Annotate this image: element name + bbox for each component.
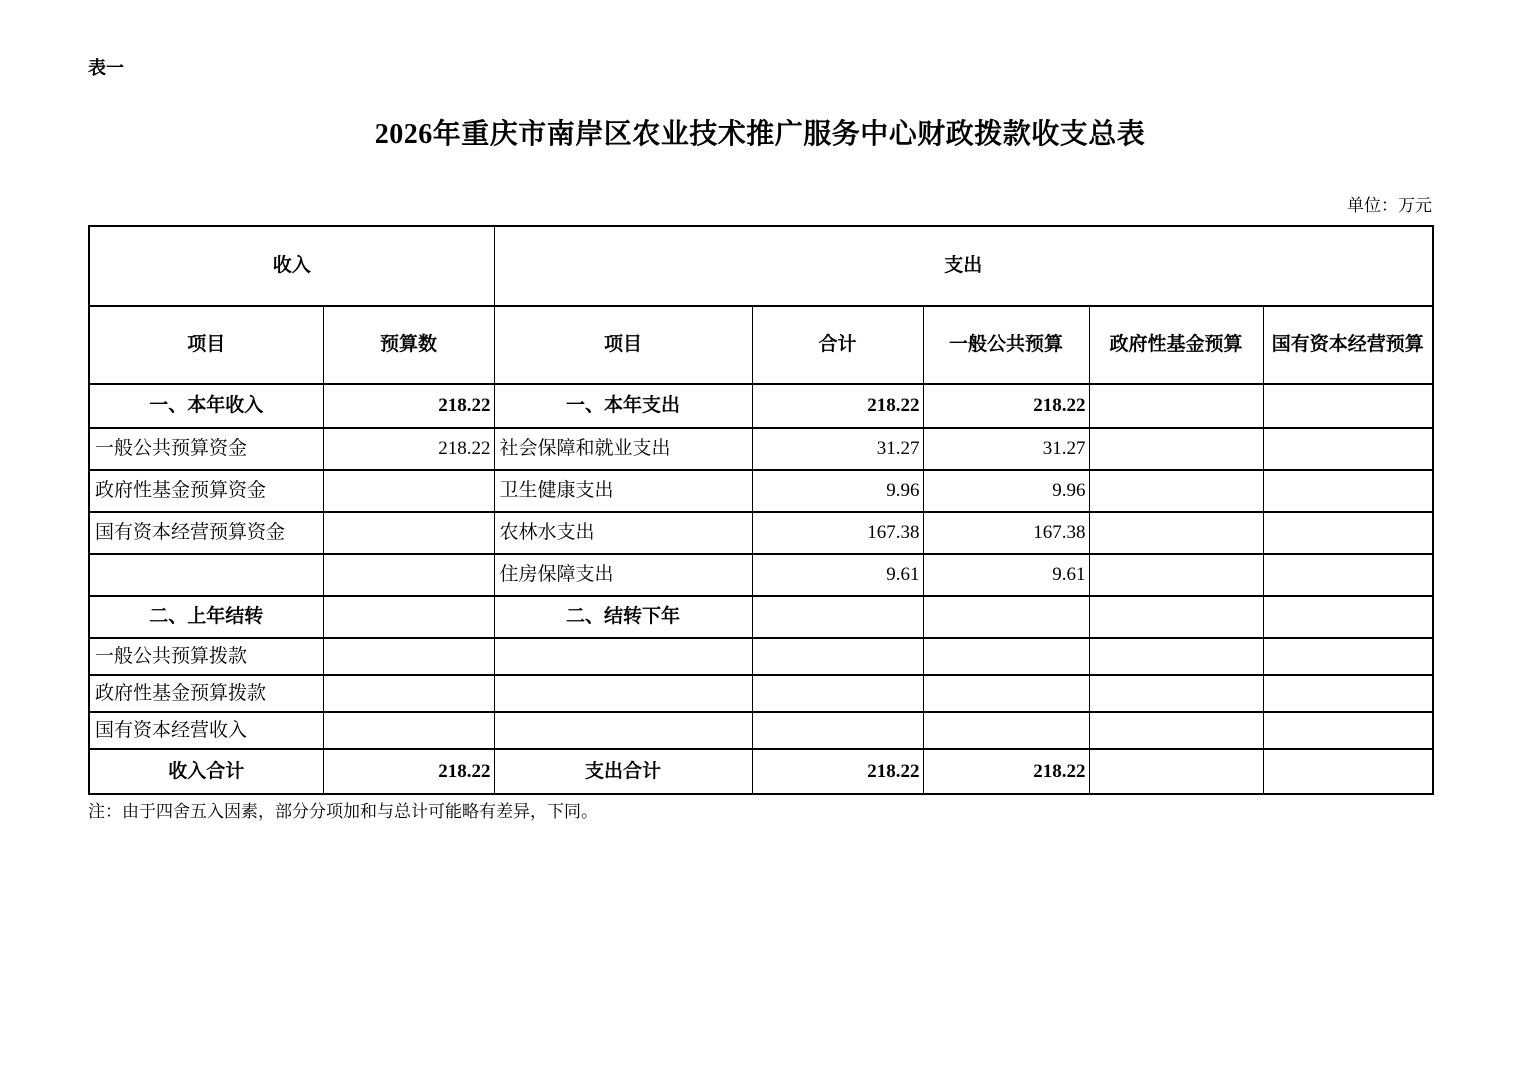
table-row <box>89 675 1433 712</box>
column-header-income-item: 项目 <box>89 306 323 384</box>
gov-fund-budget-cell <box>1089 428 1263 470</box>
income-item-cell: 一般公共预算拨款 <box>89 638 323 675</box>
expenditure-total-label-cell: 支出合计 <box>494 749 752 794</box>
gov-fund-budget-cell <box>1089 638 1263 675</box>
table-row <box>89 638 1433 675</box>
state-capital-budget-cell <box>1263 512 1433 554</box>
column-header-budget-amount: 预算数 <box>323 306 494 384</box>
income-group-header: 收入 <box>89 226 494 306</box>
expenditure-total-cell: 218.22 <box>752 749 923 794</box>
gov-fund-budget-cell <box>1089 675 1263 712</box>
expenditure-item-cell: 农林水支出 <box>494 512 752 554</box>
general-public-budget-cell <box>923 638 1089 675</box>
general-public-budget-cell: 167.38 <box>923 512 1089 554</box>
income-budget-cell <box>323 512 494 554</box>
expenditure-total-cell: 9.61 <box>752 554 923 596</box>
income-item-cell: 国有资本经营预算资金 <box>89 512 323 554</box>
table-label: 表一 <box>88 58 124 78</box>
gov-fund-budget-cell <box>1089 712 1263 749</box>
column-header-gov-fund-budget: 政府性基金预算 <box>1089 306 1263 384</box>
income-item-cell: 一般公共预算资金 <box>89 428 323 470</box>
gov-fund-budget-cell <box>1089 596 1263 638</box>
income-budget-cell <box>323 470 494 512</box>
state-capital-budget-cell <box>1263 675 1433 712</box>
table-group-header-row <box>89 226 1433 306</box>
expenditure-item-cell: 社会保障和就业支出 <box>494 428 752 470</box>
unit-label: 单位：万元 <box>1347 196 1432 215</box>
expenditure-item-cell <box>494 712 752 749</box>
income-item-cell <box>89 554 323 596</box>
expenditure-group-header: 支出 <box>494 226 1433 306</box>
column-header-general-public-budget: 一般公共预算 <box>923 306 1089 384</box>
table-column-header-row <box>89 306 1433 384</box>
expenditure-total-cell <box>752 638 923 675</box>
expenditure-total-cell: 31.27 <box>752 428 923 470</box>
general-public-budget-cell: 218.22 <box>923 749 1089 794</box>
expenditure-item-cell: 一、本年支出 <box>494 384 752 428</box>
state-capital-budget-cell <box>1263 638 1433 675</box>
income-budget-cell <box>323 596 494 638</box>
state-capital-budget-cell <box>1263 712 1433 749</box>
gov-fund-budget-cell <box>1089 749 1263 794</box>
expenditure-item-cell <box>494 638 752 675</box>
table-row-current-year <box>89 384 1433 428</box>
general-public-budget-cell <box>923 675 1089 712</box>
income-budget-cell: 218.22 <box>323 428 494 470</box>
income-budget-cell <box>323 638 494 675</box>
table-row-carryover <box>89 596 1433 638</box>
table-row <box>89 712 1433 749</box>
income-item-cell: 二、上年结转 <box>89 596 323 638</box>
income-total-cell: 218.22 <box>323 749 494 794</box>
state-capital-budget-cell <box>1263 749 1433 794</box>
general-public-budget-cell: 218.22 <box>923 384 1089 428</box>
table-row <box>89 512 1433 554</box>
column-header-state-capital-budget: 国有资本经营预算 <box>1263 306 1433 384</box>
expenditure-total-cell: 218.22 <box>752 384 923 428</box>
table-row <box>89 554 1433 596</box>
income-budget-cell <box>323 712 494 749</box>
expenditure-total-cell <box>752 712 923 749</box>
page-title: 2026年重庆市南岸区农业技术推广服务中心财政拨款收支总表 <box>374 119 1146 150</box>
general-public-budget-cell: 9.96 <box>923 470 1089 512</box>
income-budget-cell <box>323 554 494 596</box>
expenditure-item-cell <box>494 675 752 712</box>
gov-fund-budget-cell <box>1089 554 1263 596</box>
income-item-cell: 一、本年收入 <box>89 384 323 428</box>
column-header-expenditure-item: 项目 <box>494 306 752 384</box>
table-row <box>89 428 1433 470</box>
general-public-budget-cell: 31.27 <box>923 428 1089 470</box>
expenditure-total-cell: 9.96 <box>752 470 923 512</box>
footnote: 注：由于四舍五入因素，部分分项加和与总计可能略有差异，下同。 <box>88 802 598 821</box>
income-budget-cell: 218.22 <box>323 384 494 428</box>
general-public-budget-cell: 9.61 <box>923 554 1089 596</box>
state-capital-budget-cell <box>1263 428 1433 470</box>
income-item-cell: 政府性基金预算拨款 <box>89 675 323 712</box>
general-public-budget-cell <box>923 712 1089 749</box>
gov-fund-budget-cell <box>1089 470 1263 512</box>
table-row-totals <box>89 749 1433 794</box>
table-row <box>89 470 1433 512</box>
state-capital-budget-cell <box>1263 470 1433 512</box>
state-capital-budget-cell <box>1263 384 1433 428</box>
expenditure-item-cell: 二、结转下年 <box>494 596 752 638</box>
column-header-total: 合计 <box>752 306 923 384</box>
gov-fund-budget-cell <box>1089 512 1263 554</box>
income-item-cell: 政府性基金预算资金 <box>89 470 323 512</box>
general-public-budget-cell <box>923 596 1089 638</box>
expenditure-item-cell: 住房保障支出 <box>494 554 752 596</box>
expenditure-item-cell: 卫生健康支出 <box>494 470 752 512</box>
income-item-cell: 国有资本经营收入 <box>89 712 323 749</box>
expenditure-total-cell <box>752 675 923 712</box>
state-capital-budget-cell <box>1263 596 1433 638</box>
income-total-label-cell: 收入合计 <box>89 749 323 794</box>
budget-summary-table <box>88 225 1434 795</box>
income-budget-cell <box>323 675 494 712</box>
state-capital-budget-cell <box>1263 554 1433 596</box>
expenditure-total-cell <box>752 596 923 638</box>
gov-fund-budget-cell <box>1089 384 1263 428</box>
expenditure-total-cell: 167.38 <box>752 512 923 554</box>
